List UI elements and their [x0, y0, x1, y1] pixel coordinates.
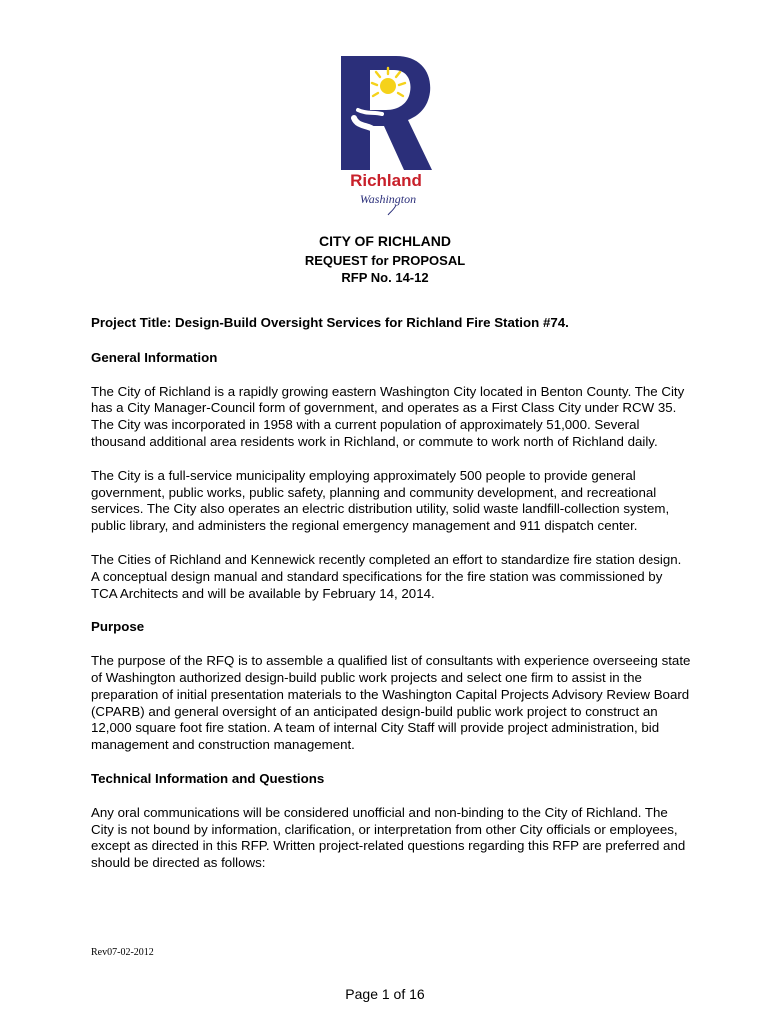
- org-title: CITY OF RICHLAND: [319, 233, 451, 249]
- general-paragraph-3: The Cities of Richland and Kennewick recently completed an effort to standardize fire station design. A conceptual design manual and standard specifications for the fire station was commissioned by TCA Architects and will be available by February 14, 2014.: [91, 551, 682, 601]
- logo-subtitle: Washington: [359, 192, 417, 206]
- revision-stamp: Rev07-02-2012: [91, 947, 154, 958]
- document-body: [91, 315, 691, 889]
- page-number: Page 1 of 16: [345, 986, 425, 1002]
- purpose-paragraph: The purpose of the RFQ is to assemble a qualified list of consultants with experience overseeing state of Washington authorized design-build public work projects and select one firm to assist in the preparation of initial presentation materials to the Washington Capital Projects Advisory Review Board (CPARB) and general oversight of an anticipated design-build public work project to construct an 12,000 square foot fire station. A team of internal City Staff will provide project administration, bid management and construction management.: [91, 653, 691, 753]
- document-type: REQUEST for PROPOSAL: [304, 253, 466, 268]
- richland-r-sun-logo-icon: [336, 52, 436, 217]
- richland-logo: [336, 52, 436, 217]
- project-title: Project Title: Design-Build Oversight Services for Richland Fire Station #74.: [91, 315, 569, 330]
- rfp-number: RFP No. 14-12: [341, 270, 429, 285]
- general-paragraph-1: The City of Richland is a rapidly growing eastern Washington City located in Benton County. The City has a City Manager-Council form of government, and operates as a First Class City under RCW 35. The City was incorporated in 1958 with a current population of approximately 51,000. Several thousand additional area residents work in Richland, or commute to work north of Richland daily.: [91, 383, 685, 449]
- logo-wordmark: Richland: [350, 171, 422, 190]
- purpose-heading: Purpose: [91, 619, 145, 635]
- general-information-heading: General Information: [91, 349, 218, 365]
- technical-heading: Technical Information and Questions: [91, 770, 325, 786]
- technical-paragraph: Any oral communications will be considered unofficial and non-binding to the City of Richland. The City is not bound by information, clarification, or interpretation from other City officials or employees, except as directed in this RFP. Written project-related questions regarding this RFP are preferred and should be directed as follows:: [91, 804, 686, 871]
- general-paragraph-2: The City is a full-service municipality employing approximately 500 people to provide general government, public works, public safety, planning and community development, and recreational services. The City also operates an electric distribution utility, solid waste landfill-collection system, public library, and administers the regional emergency management and 911 dispatch center.: [91, 467, 670, 534]
